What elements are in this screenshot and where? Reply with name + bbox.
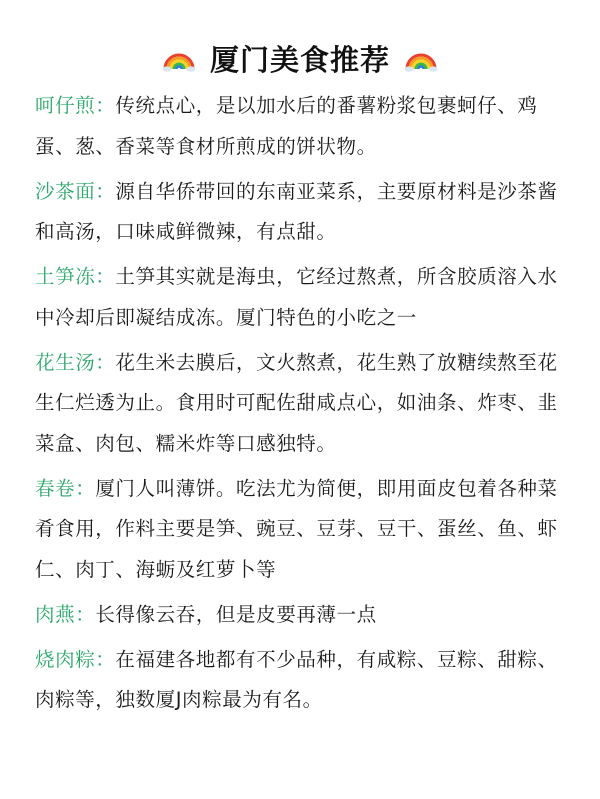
food-description: 花生米去膜后，文火熬煮，花生熟了放糖续熬至花生仁烂透为止。食用时可配佐甜咸点心，如油条、炸枣、韭菜盒、肉包、糯米炸等口感独特。 <box>35 350 558 455</box>
food-description: 土笋其实就是海虫，它经过熬煮，所含胶质溶入水中冷却后即凝结成冻。厦门特色的小吃之一 <box>35 265 558 329</box>
food-entry <box>35 595 575 636</box>
food-name: 花生汤： <box>35 350 116 374</box>
food-description: 源自华侨带回的东南亚菜系，主要原材料是沙茶酱和高汤，口味咸鲜微辣，有点甜。 <box>35 179 558 243</box>
food-entry <box>35 86 575 167</box>
food-name: 春卷： <box>35 476 96 500</box>
food-entry <box>35 343 575 465</box>
food-name: 烧肉粽： <box>35 647 116 671</box>
food-description: 厦门人叫薄饼。吃法尤为简便，即用面皮包着各种菜肴食用，作料主要是笋、豌豆、豆芽、豆干、蛋丝、鱼、虾仁、肉丁、海蛎及红萝卜等 <box>35 476 558 581</box>
food-description: 在福建各地都有不少品种，有咸粽、豆粽、甜粽、肉粽等，独数厦J肉粽最为有名。 <box>35 647 558 711</box>
title-row <box>0 36 600 80</box>
food-name: 肉燕： <box>35 602 96 626</box>
food-name: 呵仔煎： <box>35 94 116 117</box>
food-entry <box>35 640 575 721</box>
food-entry <box>35 257 575 338</box>
food-name: 沙茶面： <box>35 179 116 203</box>
food-description: 长得像云吞，但是皮要再薄一点 <box>95 602 377 626</box>
page-title: 厦门美食推荐 <box>209 42 390 77</box>
food-name: 土笋冻： <box>35 265 116 288</box>
rainbow-icon <box>162 43 196 73</box>
food-entry <box>35 469 575 591</box>
food-entry <box>35 172 575 253</box>
rainbow-icon <box>404 43 438 73</box>
food-description: 传统点心，是以加水后的番薯粉浆包裹蚵仔、鸡蛋、葱、香菜等食材所煎成的饼状物。 <box>35 94 538 158</box>
food-list <box>35 86 575 725</box>
